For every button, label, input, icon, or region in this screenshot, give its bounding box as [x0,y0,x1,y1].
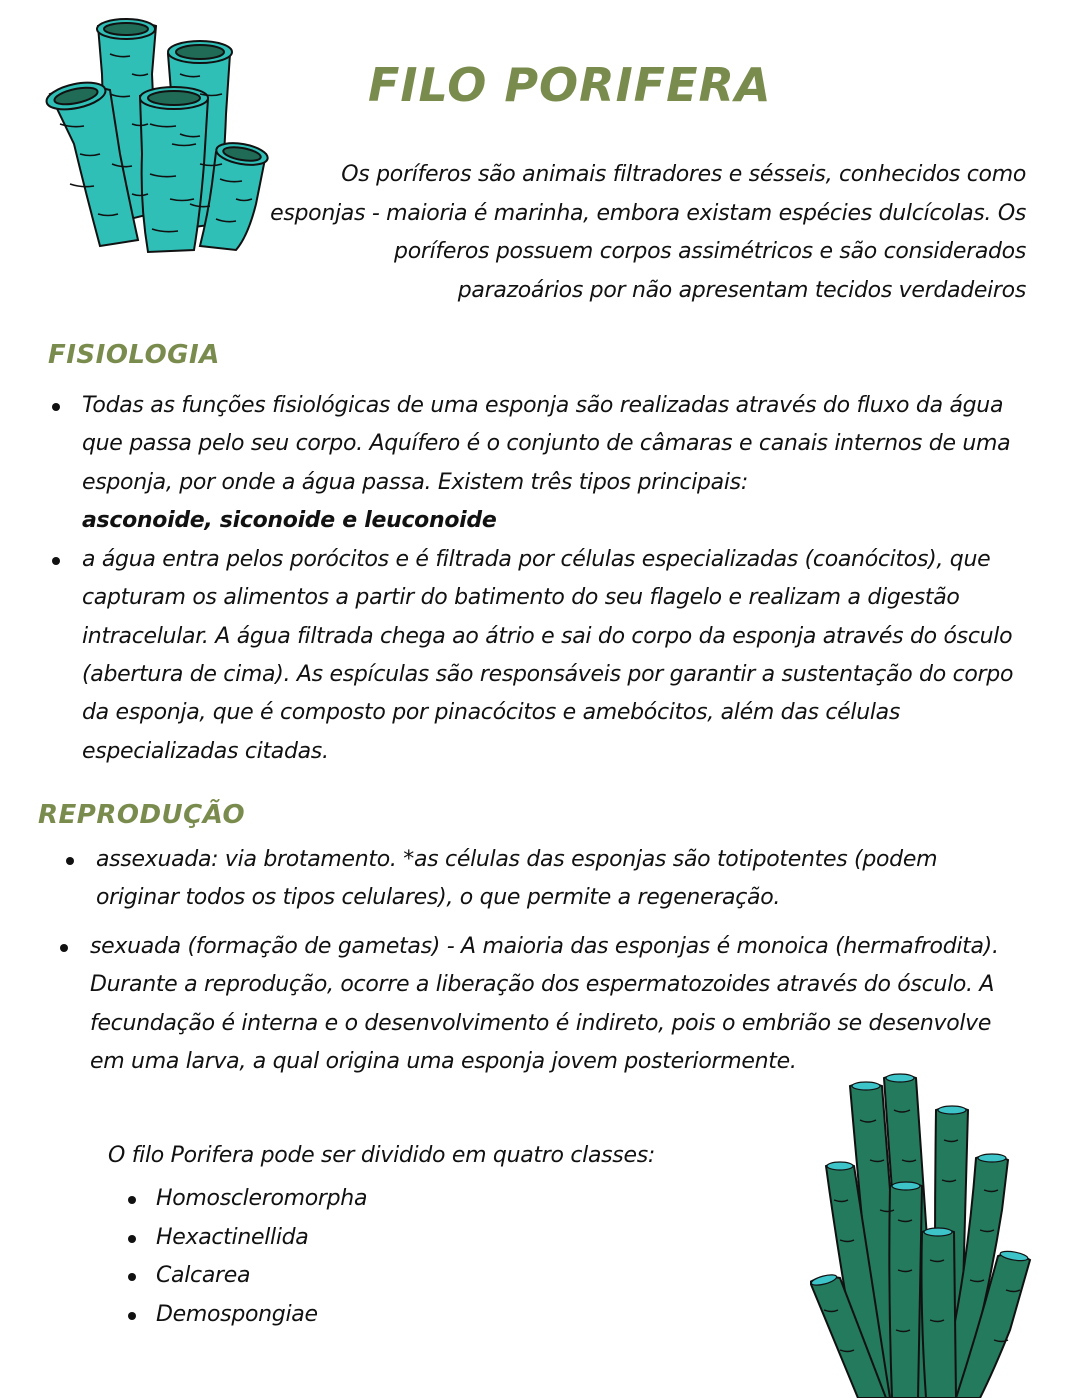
list-item [52,541,1022,771]
intro-paragraph: Os poríferos são animais filtradores e sésseis, conhecidos como esponjas - maioria é marinha, embora existam espécies dulcícolas. Os poríferos possuem corpos assimétricos e são considerados parazoários por não apresentam tecidos verdadeiros [270,162,1026,303]
class-item: Homoscleromorpha [128,1180,367,1219]
list-item [60,928,1030,1081]
list-item-text: Todas as funções fisiológicas de uma esponja são realizadas através do fluxo da água que passa pelo seu corpo. Aquífero é o conjunto de câmaras e canais internos de uma esponja, por onde a água passa. Existem três tipos principais: [82,393,1011,495]
classes-intro: O filo Porifera pode ser dividido em quatro classes: [108,1143,655,1168]
class-item: Demospongiae [128,1296,367,1335]
page-title: FILO PORIFERA [368,58,772,112]
list-item [66,841,1026,918]
reproducao-list-sexuada [60,928,1030,1081]
section-heading-reproducao: REPRODUÇÃO [38,800,246,830]
section-heading-fisiologia: FISIOLOGIA [48,340,220,370]
class-item: Hexactinellida [128,1219,367,1258]
aquifer-types: asconoide, siconoide e leuconoide [82,507,497,533]
classes-list [128,1180,367,1334]
reproducao-list-assexuada [66,841,1026,918]
class-item: Calcarea [128,1257,367,1296]
list-item-text: assexuada: via brotamento. *as células das esponjas são totipotentes (podem originar todos os tipos celulares), o que permite a regeneração. [96,847,938,911]
turquoise-sponge-illustration [40,14,272,258]
list-item-text: a água entra pelos porócitos e é filtrada por células especializadas (coanócitos), que capturam os alimentos a partir do batimento do seu flagelo e realizam a digestão intracelular. A água filtrada chega ao átrio e sai do corpo da esponja através do ósculo (abertura de cima). As espículas são responsáveis por garantir a sustentação do corpo da esponja, que é composto por pinacócitos e amebócitos, além das células especializadas citadas. [82,547,1014,764]
list-item-text: sexuada (formação de gametas) - A maioria das esponjas é monoica (hermafrodita). Durante a reprodução, ocorre a liberação dos espermatozoides através do ósculo. A fecundação é interna e o desenvolvimento é indireto, pois o embrião se desenvolve em uma larva, a qual origina uma esponja jovem posteriormente. [90,934,999,1074]
fisiologia-list [52,387,1022,771]
list-item [52,387,1022,540]
green-sponge-illustration [810,1070,1040,1398]
